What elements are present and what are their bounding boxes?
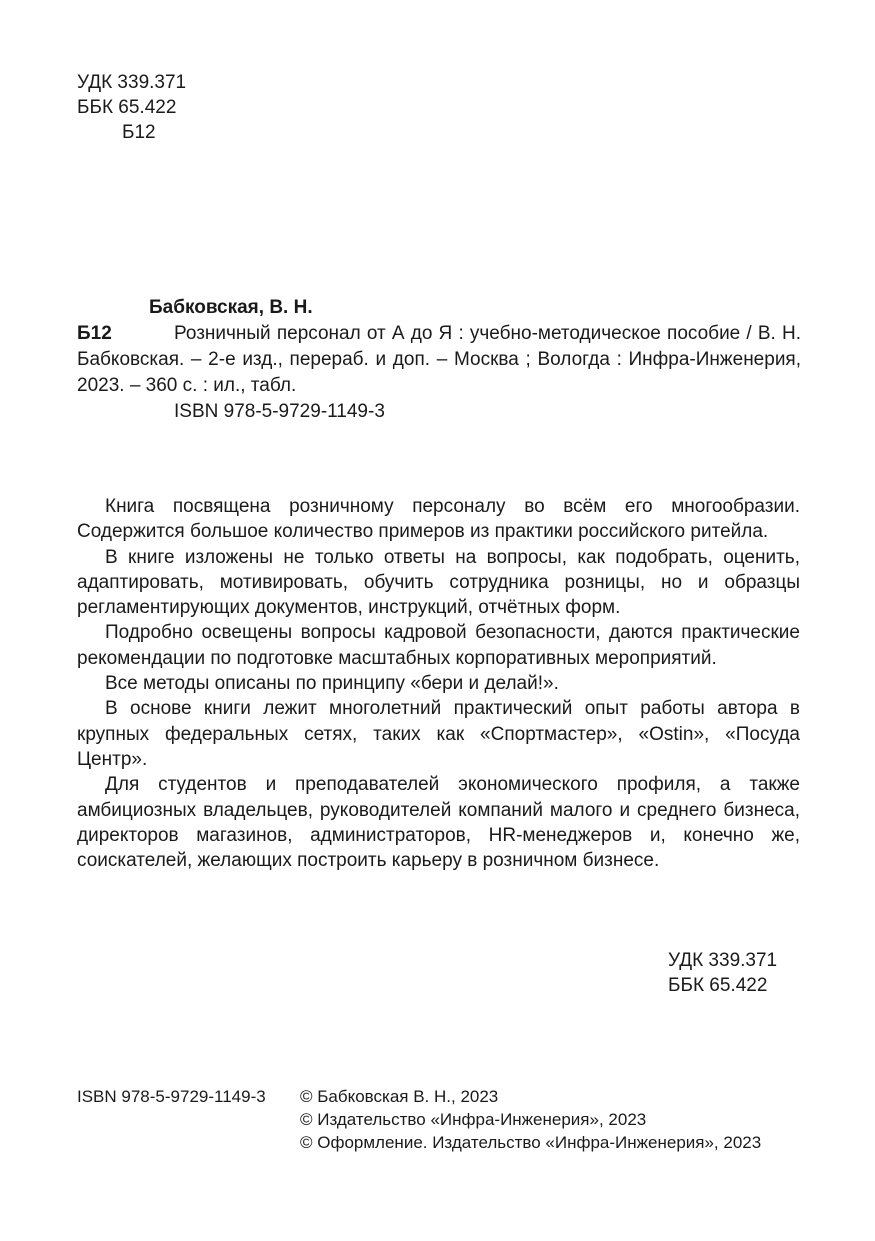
annotation-paragraph: В книге изложены не только ответы на вопросы, как подобрать, оценить, адаптировать, мотивировать, обучить сотрудника розницы, но и образцы регламентирующих документов, инструкций, отчётных форм. — [77, 546, 800, 619]
classification-block-bottom — [668, 948, 777, 998]
copyright-line: © Оформление. Издательство «Инфра-Инженерия», 2023 — [300, 1133, 762, 1152]
annotation-paragraph: Подробно освещены вопросы кадровой безопасности, даются практические рекомендации по подготовке масштабных корпоративных мероприятий. — [77, 622, 800, 669]
copyright-line: © Бабковская В. Н., 2023 — [300, 1087, 499, 1106]
annotation-paragraph: Все методы описаны по принципу «бери и делай!». — [105, 673, 559, 695]
classification-block-top — [77, 70, 186, 145]
record-isbn: ISBN 978-5-9729-1149-3 — [174, 401, 385, 422]
annotation — [77, 494, 800, 873]
record-description: Розничный персонал от А до Я : учебно-методическое пособие / В. Н. Бабковская. – 2-е изд., перераб. и доп. – Москва ; Вологда : Инфра-Инженерия, 2023. – 360 с. : ил., табл. — [77, 323, 801, 396]
udk-code: УДК 339.371 — [77, 72, 187, 93]
bbk-code: ББК 65.422 — [77, 97, 177, 118]
copyright-list — [300, 1085, 820, 1154]
bibliographic-record — [77, 295, 801, 425]
annotation-paragraph: Книга посвящена розничному персоналу во всём его многообразии. Содержится большое количество примеров из практики российского ритейла. — [77, 496, 800, 543]
bbk-code-bottom: ББК 65.422 — [668, 975, 768, 996]
udk-code-bottom: УДК 339.371 — [668, 950, 778, 971]
record-entry — [77, 321, 801, 399]
record-author-sign: Б12 — [77, 323, 112, 344]
author-sign: Б12 — [122, 122, 156, 143]
copyright-line: © Издательство «Инфра-Инженерия», 2023 — [300, 1110, 647, 1129]
annotation-paragraph: В основе книги лежит многолетний практический опыт работы автора в крупных федеральных сетях, таких как «Спортмастер», «Ostin», «Посуда Центр». — [77, 698, 800, 770]
record-author: Бабковская, В. Н. — [149, 297, 313, 318]
imprint-isbn: ISBN 978-5-9729-1149-3 — [77, 1087, 266, 1106]
annotation-paragraph: Для студентов и преподавателей экономического профиля, а также амбициозных владельцев, руководителей компаний малого и среднего бизнеса, директоров магазинов, администраторов, HR-менеджеров и, конечно же, соискателей, желающих построить карьеру в розничном бизнесе. — [77, 774, 800, 872]
